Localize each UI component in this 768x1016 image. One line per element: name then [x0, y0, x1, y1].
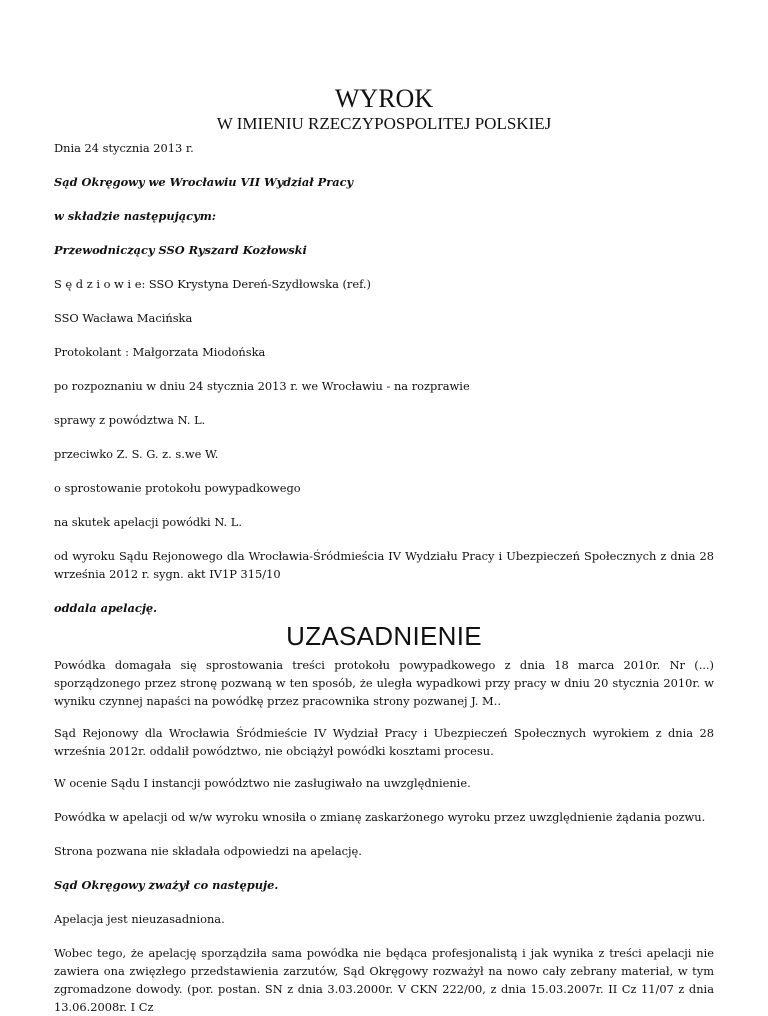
judges-line: S ę d z i o w i e: SSO Krystyna Dereń-Szydłowska (ref.)	[54, 277, 371, 291]
recorder-line: Protokolant : Małgorzata Miodońska	[54, 345, 266, 359]
justification-paragraph: Strona pozwana nie składała odpowiedzi na apelację.	[54, 844, 362, 858]
judgment-reference: od wyroku Sądu Rejonowego dla Wrocławia-Śródmieścia IV Wydziału Pracy i Ubezpieczeń Społecznych z dnia 28 września 2012 r. sygn. akt IV1P 315/10	[54, 549, 714, 581]
document-subtitle: W IMIENIU RZECZYPOSPOLITEJ POLSKIEJ	[216, 114, 552, 133]
justification-paragraph: Wobec tego, że apelację sporządziła sama powódka nie będąca profesjonalistą i jak wynika z treści apelacji nie zawiera ona zwięzłego przedstawienia zarzutów, Sąd Okręgowy rozważył na nowo cały zebrany materiał, w tym zgromadzone dowody. (por. postan. SN z dnia 3.03.2000r. V CKN 222/00, z dnia 15.03.2007r. II Cz 11/07 z dnia 13.06.2008r. I Cz	[54, 946, 714, 1014]
justification-paragraph: Sąd Rejonowy dla Wrocławia Śródmieście IV Wydział Pracy i Ubezpieczeń Społecznych wyrokiem z dnia 28 września 2012r. oddalił powództwo, nie obciążył powódki kosztami procesu.	[54, 726, 714, 758]
hearing-line: po rozpoznaniu w dniu 24 stycznia 2013 r. we Wrocławiu - na rozprawie	[54, 379, 470, 393]
composition-label: w składzie następującym:	[54, 209, 216, 223]
subject-line: o sprostowanie protokołu powypadkowego	[54, 481, 301, 495]
justification-paragraph: W ocenie Sądu I instancji powództwo nie zasługiwało na uwzględnienie.	[54, 776, 471, 790]
decision-line: oddala apelację.	[54, 601, 158, 615]
case-line: sprawy z powództwa N. L.	[54, 413, 206, 427]
document-title: WYROK	[334, 84, 434, 113]
justification-paragraph: Powódka w apelacji od w/w wyroku wnosiła o zmianę zaskarżonego wyroku przez uwzględnienie żądania pozwu.	[54, 810, 706, 824]
presiding-judge: Przewodniczący SSO Ryszard Kozłowski	[54, 243, 307, 257]
justification-paragraph: Powódka domagała się sprostowania treści protokołu powypadkowego z dnia 18 marca 2010r. Nr (...) sporządzonego przez stronę pozwaną w ten sposób, że uległa wypadkowi przy pracy w dniu 20 stycznia 2010r. w wyniku czynnej napaści na powódkę przez pracownika strony pozwanej J. M..	[54, 658, 714, 708]
court-considerations: Sąd Okręgowy zważył co następuje.	[54, 878, 279, 892]
second-judge: SSO Wacława Macińska	[54, 311, 193, 325]
verdict-date: Dnia 24 stycznia 2013 r.	[54, 141, 194, 155]
document-page	[54, 84, 714, 1016]
justification-heading: UZASADNIENIE	[286, 621, 482, 651]
appeal-line: na skutek apelacji powódki N. L.	[54, 515, 242, 529]
court-name: Sąd Okręgowy we Wrocławiu VII Wydział Pracy	[54, 175, 354, 189]
justification-paragraph: Apelacja jest nieuzasadniona.	[54, 912, 225, 926]
against-line: przeciwko Z. S. G. z. s.we W.	[54, 447, 219, 461]
